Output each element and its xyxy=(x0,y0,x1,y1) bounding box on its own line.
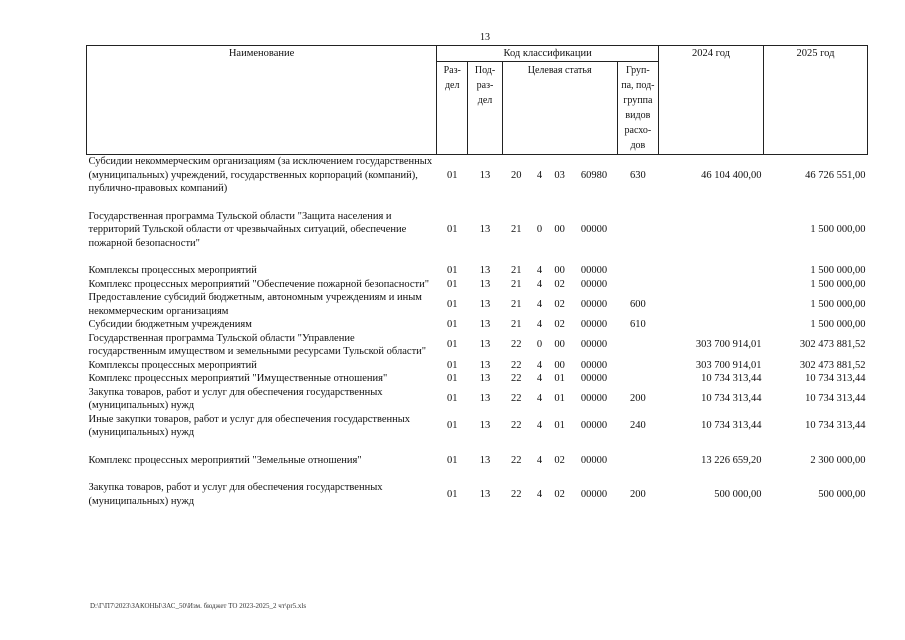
row-expense-type: 200 xyxy=(630,393,646,405)
table-row xyxy=(87,359,868,373)
row-target-complex: 02 xyxy=(554,488,565,500)
table-row xyxy=(87,481,868,508)
row-expense-type: 630 xyxy=(630,169,646,181)
row-target-type: 0 xyxy=(536,339,543,351)
row-name: Комплекс процессных мероприятий "Обеспечение пожарной безопасности" xyxy=(88,278,430,290)
row-target-complex: 02 xyxy=(554,298,565,310)
row-amount-2024 xyxy=(659,264,764,278)
row-name: Предоставление субсидий бюджетным, автономным учреждениям и иным некоммерческим организациям xyxy=(88,292,422,317)
row-amount-2024: 46 104 400,00 xyxy=(701,169,762,181)
row-podrazdel: 13 xyxy=(479,359,491,371)
row-target-type: 4 xyxy=(536,454,543,466)
row-name: Субсидии бюджетным учреждениям xyxy=(88,319,252,330)
table-row xyxy=(87,386,868,413)
row-razdel: 01 xyxy=(446,393,458,405)
row-podrazdel: 13 xyxy=(479,224,491,235)
row-amount-2024: 500 000,00 xyxy=(714,488,762,500)
row-podrazdel: 13 xyxy=(479,169,491,181)
row-target-type: 4 xyxy=(536,169,543,181)
row-podrazdel: 13 xyxy=(479,339,491,351)
table-row xyxy=(87,291,868,318)
header-year-2024: 2024 год xyxy=(659,46,764,155)
row-target-type: 4 xyxy=(536,488,543,500)
row-target-complex: 01 xyxy=(554,420,565,432)
file-path-footer: D:\Г\П7\2023\ЗАКОНЫ\ЗАС_50\Изм. бюджет ТО 2023-2025_2 чт\pr5.xls xyxy=(90,602,307,610)
row-amount-2025: 46 726 551,00 xyxy=(805,169,866,181)
row-name: Государственная программа Тульской области "Управление государственным имуществом и земельными ресурсами Тульской области" xyxy=(88,332,427,357)
row-expense-type: 610 xyxy=(630,319,646,330)
row-target-type: 4 xyxy=(536,359,543,371)
row-amount-2025: 10 734 313,44 xyxy=(805,373,866,384)
row-expense-type: 200 xyxy=(630,488,646,500)
row-podrazdel: 13 xyxy=(479,278,491,290)
row-target-program: 21 xyxy=(511,298,522,310)
row-target-complex: 00 xyxy=(554,359,565,371)
row-podrazdel: 13 xyxy=(479,488,491,500)
row-target-direction: 00000 xyxy=(580,265,608,276)
header-code-group: Код классификации xyxy=(437,46,659,62)
row-amount-2024: 10 734 313,44 xyxy=(701,420,762,432)
row-name: Комплексы процессных мероприятий xyxy=(88,265,257,276)
row-name: Комплекс процессных мероприятий "Земельные отношения" xyxy=(88,454,362,466)
row-podrazdel: 13 xyxy=(479,454,491,466)
row-target-program: 20 xyxy=(511,169,522,181)
row-amount-2024 xyxy=(659,318,764,332)
row-expense-type xyxy=(617,372,658,386)
row-target-type: 4 xyxy=(536,373,543,384)
row-podrazdel: 13 xyxy=(479,298,491,310)
row-target-direction: 00000 xyxy=(580,319,608,330)
table-row xyxy=(87,332,868,359)
row-target-program: 21 xyxy=(511,224,522,235)
row-podrazdel: 13 xyxy=(479,420,491,432)
row-target-complex: 02 xyxy=(554,454,565,466)
row-amount-2024: 10 734 313,44 xyxy=(701,393,762,405)
row-target-program: 22 xyxy=(511,359,522,371)
table-row xyxy=(87,454,868,482)
table-row xyxy=(87,413,868,454)
row-amount-2024 xyxy=(659,278,764,292)
row-razdel: 01 xyxy=(446,373,458,384)
row-expense-type xyxy=(617,264,658,278)
table-header xyxy=(87,46,868,155)
row-razdel: 01 xyxy=(446,339,458,351)
row-target-direction: 00000 xyxy=(580,278,608,290)
row-target-direction: 00000 xyxy=(580,224,608,235)
table-row xyxy=(87,372,868,386)
header-podrazdel: Под- раз- дел xyxy=(468,62,502,155)
row-expense-type xyxy=(617,359,658,373)
table-row xyxy=(87,264,868,278)
row-razdel: 01 xyxy=(446,319,458,330)
row-amount-2024: 303 700 914,01 xyxy=(695,359,762,371)
header-name: Наименование xyxy=(87,46,437,155)
row-target-direction: 00000 xyxy=(580,393,608,405)
row-target-complex: 00 xyxy=(554,265,565,276)
row-target-complex: 00 xyxy=(554,339,565,351)
row-amount-2025: 302 473 881,52 xyxy=(799,359,866,371)
row-name: Закупка товаров, работ и услуг для обеспечения государственных (муниципальных) нужд xyxy=(88,482,383,507)
row-name: Закупка товаров, работ и услуг для обеспечения государственных (муниципальных) нужд xyxy=(88,386,383,411)
row-target-type: 0 xyxy=(536,224,543,235)
row-amount-2025: 1 500 000,00 xyxy=(810,224,866,235)
row-amount-2025: 1 500 000,00 xyxy=(810,278,866,290)
row-amount-2025: 1 500 000,00 xyxy=(810,298,866,310)
page-number: 13 xyxy=(480,32,490,43)
row-target-program: 22 xyxy=(511,373,522,384)
header-expense-type: Груп- па, под- группа видов расхо- дов xyxy=(617,62,658,155)
row-podrazdel: 13 xyxy=(479,265,491,276)
row-amount-2024: 303 700 914,01 xyxy=(695,339,762,351)
table-row xyxy=(87,155,868,210)
row-amount-2025: 1 500 000,00 xyxy=(810,319,866,330)
row-target-program: 21 xyxy=(511,265,522,276)
row-podrazdel: 13 xyxy=(479,393,491,405)
row-target-program: 22 xyxy=(511,393,522,405)
table-row xyxy=(87,318,868,332)
row-target-type: 4 xyxy=(536,298,543,310)
row-target-direction: 00000 xyxy=(580,373,608,384)
row-target-complex: 01 xyxy=(554,373,565,384)
row-expense-type xyxy=(617,278,658,292)
row-amount-2025: 302 473 881,52 xyxy=(799,339,866,351)
row-name: Иные закупки товаров, работ и услуг для обеспечения государственных (муниципальных) нужд xyxy=(88,413,411,438)
row-name: Комплекс процессных мероприятий "Имущественные отношения" xyxy=(88,373,388,384)
row-amount-2024 xyxy=(659,210,764,265)
row-target-direction: 00000 xyxy=(580,298,608,310)
row-razdel: 01 xyxy=(446,265,458,276)
row-expense-type: 600 xyxy=(630,298,646,310)
row-target-type: 4 xyxy=(536,420,543,432)
row-amount-2025: 1 500 000,00 xyxy=(810,265,866,276)
row-expense-type xyxy=(617,332,658,359)
row-razdel: 01 xyxy=(446,224,458,235)
row-razdel: 01 xyxy=(446,298,458,310)
row-target-complex: 03 xyxy=(554,169,565,181)
row-amount-2025: 500 000,00 xyxy=(818,488,866,500)
row-target-program: 22 xyxy=(511,488,522,500)
row-target-complex: 01 xyxy=(554,393,565,405)
row-target-complex: 02 xyxy=(554,319,565,330)
row-target-program: 22 xyxy=(511,454,522,466)
row-razdel: 01 xyxy=(446,359,458,371)
row-target-program: 22 xyxy=(511,339,522,351)
header-razdel: Раз- дел xyxy=(437,62,468,155)
row-amount-2025: 10 734 313,44 xyxy=(805,393,866,405)
row-razdel: 01 xyxy=(446,488,458,500)
row-target-direction: 00000 xyxy=(580,420,608,432)
row-expense-type xyxy=(617,210,658,265)
table-body xyxy=(87,155,868,509)
header-year-2025: 2025 год xyxy=(764,46,868,155)
row-target-type: 4 xyxy=(536,278,543,290)
table-row xyxy=(87,210,868,265)
row-podrazdel: 13 xyxy=(479,319,491,330)
row-target-direction: 60980 xyxy=(580,169,608,181)
row-razdel: 01 xyxy=(446,454,458,466)
row-amount-2024: 10 734 313,44 xyxy=(701,373,762,384)
row-amount-2025: 2 300 000,00 xyxy=(810,454,866,466)
row-amount-2024 xyxy=(659,291,764,318)
row-target-program: 22 xyxy=(511,420,522,432)
row-amount-2024: 13 226 659,20 xyxy=(701,454,762,466)
row-target-complex: 02 xyxy=(554,278,565,290)
row-target-complex: 00 xyxy=(554,224,565,235)
row-amount-2025: 10 734 313,44 xyxy=(805,420,866,432)
row-target-type: 4 xyxy=(536,319,543,330)
row-razdel: 01 xyxy=(446,278,458,290)
row-razdel: 01 xyxy=(446,420,458,432)
row-target-direction: 00000 xyxy=(580,454,608,466)
row-target-direction: 00000 xyxy=(580,339,608,351)
row-target-direction: 00000 xyxy=(580,359,608,371)
row-expense-type xyxy=(617,454,658,482)
row-name: Субсидии некоммерческим организациям (за исключением государственных (муниципальных) учреждений, государственных корпораций (компаний), публично-правовых компаний) xyxy=(88,156,433,194)
row-expense-type: 240 xyxy=(630,420,646,432)
row-target-program: 21 xyxy=(511,319,522,330)
budget-table xyxy=(86,45,868,508)
row-target-direction: 00000 xyxy=(580,488,608,500)
row-target-type: 4 xyxy=(536,393,543,405)
row-name: Государственная программа Тульской области "Защита населения и территорий Тульской области от чрезвычайных ситуаций, обеспечение пожарной безопасности" xyxy=(88,210,407,249)
table-row xyxy=(87,278,868,292)
row-target-type: 4 xyxy=(536,265,543,276)
row-razdel: 01 xyxy=(446,169,458,181)
row-podrazdel: 13 xyxy=(479,373,491,384)
row-target-program: 21 xyxy=(511,278,522,290)
row-name: Комплексы процессных мероприятий xyxy=(88,359,257,371)
header-target-article: Целевая статья xyxy=(502,62,617,155)
